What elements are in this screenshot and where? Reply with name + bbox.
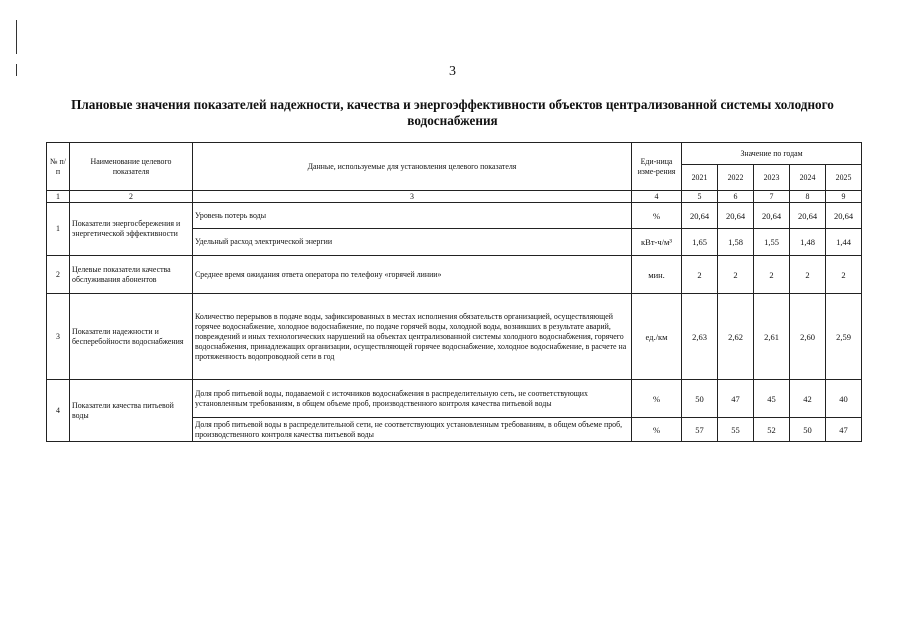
value-cell: 47	[718, 380, 754, 418]
column-number: 7	[754, 191, 790, 203]
indicators-table	[46, 142, 862, 442]
unit-cell: ед./км	[632, 294, 682, 380]
indicator-data: Доля проб питьевой воды в распределительной сети, не соответствующих установленным требованиям, в общем объеме проб, производственного контроля качества питьевой воды	[193, 418, 632, 442]
value-cell: 1,65	[682, 229, 718, 256]
column-number: 4	[632, 191, 682, 203]
value-cell: 2	[682, 256, 718, 294]
indicator-data: Среднее время ожидания ответа оператора по телефону «горячей линии»	[193, 256, 632, 294]
indicator-name: Показатели надежности и бесперебойности водоснабжения	[70, 294, 193, 380]
value-cell: 2,60	[790, 294, 826, 380]
value-cell: 20,64	[682, 203, 718, 229]
document-title: Плановые значения показателей надежности, качества и энергоэффективности объектов централизованной системы холодного водоснабжения	[71, 97, 834, 128]
header-year: 2021	[682, 165, 718, 191]
unit-cell: %	[632, 418, 682, 442]
header-unit: Еди-ница изме-рения	[632, 143, 682, 191]
value-cell: 50	[682, 380, 718, 418]
column-numbers-row	[47, 191, 862, 203]
value-cell: 42	[790, 380, 826, 418]
row-number: 4	[47, 380, 70, 442]
header-year: 2024	[790, 165, 826, 191]
unit-cell: %	[632, 203, 682, 229]
row-number: 1	[47, 203, 70, 256]
column-number: 6	[718, 191, 754, 203]
value-cell: 20,64	[718, 203, 754, 229]
header-name: Наименование целевого показателя	[70, 143, 193, 191]
indicator-data: Доля проб питьевой воды, подаваемой с источников водоснабжения в распределительную сеть, не соответствующих установленным требованиям, в общем объеме проб, производственного контроля качества питьевой воды	[193, 380, 632, 418]
indicator-name: Показатели энергосбережения и энергетической эффективности	[70, 203, 193, 256]
column-number: 1	[47, 191, 70, 203]
table-row	[47, 256, 862, 294]
value-cell: 50	[790, 418, 826, 442]
unit-cell: кВт-ч/м³	[632, 229, 682, 256]
page-number: 3	[449, 64, 456, 79]
header-year: 2025	[826, 165, 862, 191]
value-cell: 2	[826, 256, 862, 294]
indicator-data: Количество перерывов в подаче воды, зафиксированных в местах исполнения обязательств организацией, осуществляющей горячее водоснабжение, холодное водоснабжение, по подаче горячей воды, холодной воды, возникших в результате аварий, повреждений и иных технологических нарушений на объектах централизованной системы холодного водоснабжения, горячего водоснабжения, принадлежащих организации, осуществляющей горячее водоснабжение, холодное водоснабжение, в расчете на протяженность водопроводной сети в год	[193, 294, 632, 380]
row-number: 3	[47, 294, 70, 380]
value-cell: 45	[754, 380, 790, 418]
header-no: № п/п	[47, 143, 70, 191]
value-cell: 55	[718, 418, 754, 442]
value-cell: 1,44	[826, 229, 862, 256]
value-cell: 40	[826, 380, 862, 418]
value-cell: 2,61	[754, 294, 790, 380]
indicator-name: Целевые показатели качества обслуживания абонентов	[70, 256, 193, 294]
header-values-by-year: Значение по годам	[682, 143, 862, 165]
value-cell: 1,55	[754, 229, 790, 256]
value-cell: 2,62	[718, 294, 754, 380]
value-cell: 57	[682, 418, 718, 442]
column-number: 9	[826, 191, 862, 203]
header-data: Данные, используемые для установления целевого показателя	[193, 143, 632, 191]
indicator-data: Удельный расход электрической энергии	[193, 229, 632, 256]
scan-edge-line	[16, 20, 17, 54]
column-number: 2	[70, 191, 193, 203]
column-number: 8	[790, 191, 826, 203]
header-year: 2023	[754, 165, 790, 191]
indicator-data: Уровень потерь воды	[193, 203, 632, 229]
value-cell: 52	[754, 418, 790, 442]
unit-cell: %	[632, 380, 682, 418]
value-cell: 2,59	[826, 294, 862, 380]
table-row	[47, 380, 862, 418]
value-cell: 2	[790, 256, 826, 294]
value-cell: 20,64	[754, 203, 790, 229]
value-cell: 2,63	[682, 294, 718, 380]
header-row	[47, 143, 862, 165]
column-number: 5	[682, 191, 718, 203]
value-cell: 1,48	[790, 229, 826, 256]
value-cell: 1,58	[718, 229, 754, 256]
value-cell: 47	[826, 418, 862, 442]
table-row	[47, 294, 862, 380]
value-cell: 2	[754, 256, 790, 294]
value-cell: 20,64	[790, 203, 826, 229]
indicator-name: Показатели качества питьевой воды	[70, 380, 193, 442]
table-row	[47, 203, 862, 229]
value-cell: 2	[718, 256, 754, 294]
row-number: 2	[47, 256, 70, 294]
header-year: 2022	[718, 165, 754, 191]
unit-cell: мин.	[632, 256, 682, 294]
column-number: 3	[193, 191, 632, 203]
value-cell: 20,64	[826, 203, 862, 229]
